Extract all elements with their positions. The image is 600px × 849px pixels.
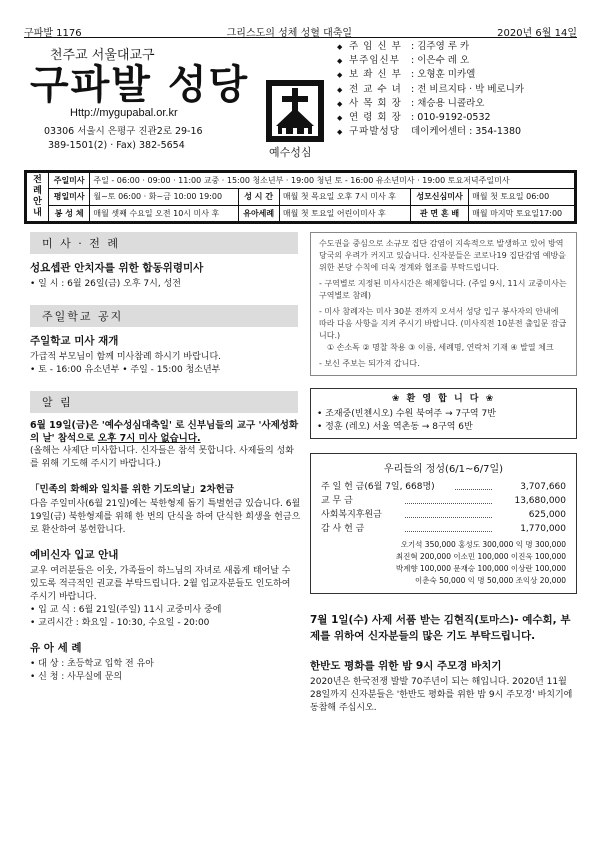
diamond-bullet-icon: ◆ xyxy=(337,85,343,94)
covid-notice-item: - 미사 참례자는 미사 30분 전까지 오셔서 성당 입구 봉사자의 안내에 따라 다음 사항을 지켜 주시기 바랍니다. (미사직전 10분전 출입문 잠급니다.) xyxy=(319,307,567,340)
issue-number: 구파발 1176 xyxy=(24,28,82,39)
peace-collection-body: 다음 주일미사(6월 21일)에는 북한형제 돕기 특별헌금 있습니다. 6월 19일(금) 북한형제를 위해 한 번의 단식을 하여 단식한 희생을 헌금으로 환산하여 봉헌합니다. xyxy=(30,499,301,535)
holy-hour-label: 성 시 간 xyxy=(238,189,279,205)
staff-list xyxy=(337,40,577,139)
sunday-mass-label: 주일미사 xyxy=(49,173,90,189)
covid-notice-steps: ① 손소독 ② 명찰 착용 ③ 이름, 세례명, 연락처 기재 ④ 발열 체크 xyxy=(327,343,554,352)
welcome-entry: • 조재중(빈첸시오) 수원 북여주 → 7구역 7반 xyxy=(317,409,496,419)
covid-notice-box xyxy=(310,232,577,376)
diamond-bullet-icon: ◆ xyxy=(337,57,343,66)
infant-baptism-apply: • 신 청 : 사무실에 문의 xyxy=(30,672,123,682)
mass-schedule-table xyxy=(24,170,577,224)
weekday-mass-label: 평일미사 xyxy=(49,189,90,205)
diamond-bullet-icon: ◆ xyxy=(337,43,343,51)
donor-row: 이춘숙 50,000 익 명 50,000 조익상 20,000 xyxy=(415,576,566,585)
ordination-prayer-note: 7월 1일(수) 사제 서품 받는 김현직(토마스)- 예수회, 부제를 위하여 신자분들의 많은 기도 부탁드립니다. xyxy=(310,614,571,642)
offering-row: 감 사 헌 금 1,770,000 xyxy=(321,524,566,534)
liturgical-day: 그리스도의 성체 성혈 대축일 xyxy=(226,28,353,39)
staff-row: ◆ 사 목 회 장 : 채승용 니콜라오 xyxy=(337,97,577,111)
staff-row: ◆ 부주임신부 : 이은수 레 오 xyxy=(337,54,577,68)
covid-notice-item: - 보신 주보는 되가져 갑니다. xyxy=(319,359,420,368)
diamond-bullet-icon: ◆ xyxy=(337,128,343,137)
catechumen-class-time: • 교리시간 : 화요일 - 10:30, 수요일 - 20:00 xyxy=(30,618,210,628)
offerings-box xyxy=(310,453,577,594)
donor-row: 오기석 350,000 홍성도 300,000 익 명 300,000 xyxy=(400,540,566,549)
school-section-header: 주일학교 공지 xyxy=(30,305,298,327)
parish-name: 구파발 성당 xyxy=(30,62,250,108)
memorial-mass-time: • 일 시 : 6월 26일(금) 오후 7시, 성전 xyxy=(30,279,181,289)
right-column xyxy=(310,232,577,715)
offering-row: 주 일 헌 금(6월 7일, 668명) 3,707,660 xyxy=(321,482,566,492)
holy-hour-time: 매월 첫 목요일 오후 7시 미사 후 xyxy=(279,189,410,205)
staff-row: ◆ 구파발성당 데이케어센터 : 354-1380 xyxy=(337,125,577,139)
parish-phone: 389-1501(2) · Fax) 382-5654 xyxy=(48,140,185,151)
marian-mass-label: 성모신심미사 xyxy=(410,189,468,205)
school-times: • 토 - 16:00 유소년부 • 주일 - 15:00 청소년부 xyxy=(30,365,221,375)
parish-header xyxy=(24,40,577,170)
mass-section-header: 미 사 · 전 례 xyxy=(30,232,298,254)
marriage-time: 매월 마지막 토요일17:00 xyxy=(469,205,575,221)
sunday-mass-times: 주일 - 06:00 · 09:00 · 11:00 교중 · 15:00 청소년부 · 19:00 청년 토 - 16:00 유소년미사 · 19:00 토요저녁주일미사 xyxy=(90,173,575,189)
marriage-label: 관 면 혼 배 xyxy=(410,205,468,221)
covid-notice-intro: 수도권을 중심으로 소규모 집단 감염이 지속적으로 발생하고 있어 방역당국의 우려가 커지고 있습니다. 신자분들은 코로나19 집단감염 예방을 위한 본당 수칙에 더욱 경계와 협조를 부탁드립니다. xyxy=(319,239,566,272)
covid-notice-item: - 구역별로 지정된 미사시간은 해제합니다. (주일 9시, 11시 교중미사는 구역별로 참례) xyxy=(319,279,567,300)
offering-row: 사회복지후원금 625,000 xyxy=(321,510,566,520)
schedule-side-label: 전례안내 xyxy=(27,173,49,222)
emblem-caption: 예수성심 xyxy=(269,146,312,159)
marian-mass-time: 매월 첫 토요일 06:00 xyxy=(469,189,575,205)
website-link[interactable]: Http://mygupabal.or.kr xyxy=(70,107,178,119)
school-body: 가급적 부모님이 함께 미사참례 하시기 바랍니다. xyxy=(30,352,222,362)
welcome-box xyxy=(310,388,577,439)
welcome-entry: • 정훈 (레오) 서울 역촌동 → 8구역 6반 xyxy=(317,422,473,432)
offerings-title: 우리들의 정성(6/1~6/7일) xyxy=(383,464,504,475)
donor-row: 박계향 100,000 문재승 100,000 이상란 100,000 xyxy=(395,564,566,573)
donor-row: 최진혁 200,000 이소민 100,000 이진욱 100,000 xyxy=(395,552,566,561)
welcome-title: ❀ 환 영 합 니 다 ❀ xyxy=(391,394,496,404)
communion-label: 봉 성 체 xyxy=(49,205,90,221)
offering-row: 교 무 금 13,680,000 xyxy=(321,496,566,506)
staff-row: ◆ 전 교 수 녀 : 전 비르지타 · 박 베로니카 xyxy=(337,83,577,97)
diamond-bullet-icon: ◆ xyxy=(337,71,343,80)
infant-baptism-label: 유아세례 xyxy=(238,205,279,221)
diamond-bullet-icon: ◆ xyxy=(337,99,343,108)
notice-sacred-heart-detail: (올해는 사제단 미사합니다. 신자들은 참석 못합니다. 사제들의 성화를 위해 기도해 주시기 바랍니다.) xyxy=(30,446,294,469)
peace-collection-title: 「민족의 화해와 일치를 위한 기도의날」2차헌금 xyxy=(30,484,235,495)
catechumen-title: 예비신자 입교 안내 xyxy=(30,549,119,561)
catechumen-body: 교우 여러분들은 이웃, 가족들이 하느님의 자녀로 새롭게 태어날 수 있도록 적극적인 권교를 부탁드립니다. 2월 입교자분들도 인도하여 주시기 바랍니다. xyxy=(30,566,291,602)
parish-logo-block xyxy=(30,44,270,153)
diamond-bullet-icon: ◆ xyxy=(337,114,343,123)
communion-time: 매월 셋째 수요일 오전 10시 미사 후 xyxy=(90,205,238,221)
peace-prayer-title: 한반도 평화를 위한 밤 9시 주모경 바치기 xyxy=(310,660,502,672)
notice-sacred-heart: 6월 19일(금)은 '예수성심대축일' 로 신부님들의 교구 '사제성화의 날' 참석으로 오후 7시 미사 없습니다. xyxy=(30,420,299,444)
notice-section-header: 알 림 xyxy=(30,391,298,413)
parish-address: 03306 서울시 은평구 진관2로 29-16 xyxy=(44,126,203,137)
infant-baptism-time: 매월 첫 토요일 어린이미사 후 xyxy=(279,205,410,221)
staff-row: ◆ 주 임 신 부 : 김주영 루 카 xyxy=(337,40,577,54)
catechumen-ceremony: • 입 교 식 : 6월 21일(주일) 11시 교중미사 중에 xyxy=(30,605,222,615)
staff-row: ◆ 연 령 회 장 : 010-9192-0532 xyxy=(337,111,577,125)
memorial-mass-title: 성요셉관 안치자를 위한 합동위령미사 xyxy=(30,262,204,274)
weekday-mass-times: 월~토 06:00 · 화~금 10:00 19:00 xyxy=(90,189,238,205)
school-title: 주일학교 미사 재개 xyxy=(30,335,119,347)
donor-list xyxy=(321,539,566,587)
masthead-divider xyxy=(24,37,577,38)
peace-prayer-body: 2020년은 한국전쟁 발발 70주년이 되는 해입니다. 2020년 11월 28일까지 신자분들은 '한반도 평화를 위한 밤 9시 주모경' 바치기에 동참해 주십시오. xyxy=(310,677,573,713)
issue-date: 2020년 6월 14일 xyxy=(497,28,577,39)
diocese-name: 천주교 서울대교구 xyxy=(50,48,155,63)
staff-row: ◆ 보 좌 신 부 : 오형훈 미카엘 xyxy=(337,68,577,82)
infant-baptism-title: 유 아 세 례 xyxy=(30,642,82,654)
infant-baptism-target: • 대 상 : 초등학교 입학 전 유아 xyxy=(30,659,155,669)
left-column xyxy=(30,232,302,684)
